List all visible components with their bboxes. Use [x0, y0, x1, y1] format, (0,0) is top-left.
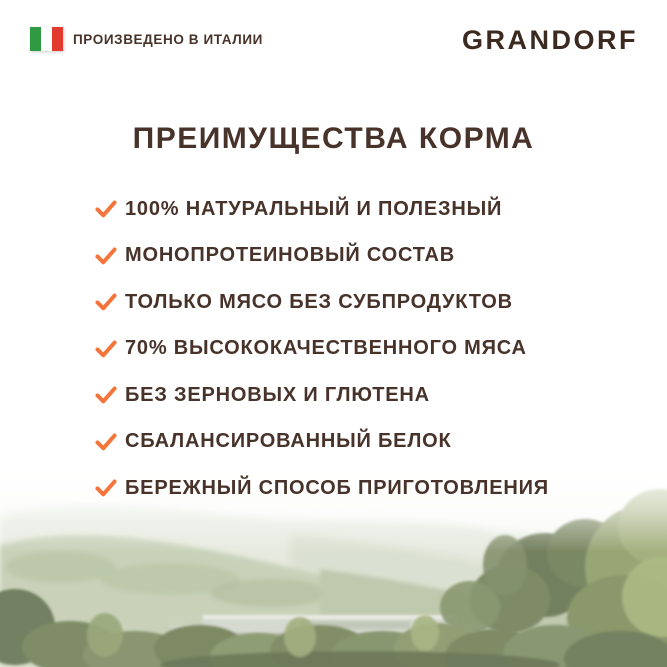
benefit-label: ТОЛЬКО МЯСО БЕЗ СУБПРОДУКТОВ	[125, 290, 513, 313]
benefit-item	[95, 279, 549, 326]
made-in-italy-badge	[30, 27, 263, 51]
benefit-item	[95, 465, 549, 512]
check-icon	[95, 293, 117, 311]
check-icon	[95, 479, 117, 497]
check-icon	[95, 386, 117, 404]
benefit-item	[95, 186, 549, 233]
benefit-label: МОНОПРОТЕИНОВЫЙ СОСТАВ	[125, 244, 456, 267]
origin-label: ПРОИЗВЕДЕНО В ИТАЛИИ	[73, 31, 263, 47]
benefit-label: СБАЛАНСИРОВАННЫЙ БЕЛОК	[125, 430, 452, 453]
check-icon	[95, 200, 117, 218]
benefit-label: БЕРЕЖНЫЙ СПОСОБ ПРИГОТОВЛЕНИЯ	[125, 476, 549, 499]
italy-flag-icon	[30, 27, 63, 51]
benefit-item	[95, 326, 549, 373]
page-title: ПРЕИМУЩЕСТВА КОРМА	[132, 122, 535, 155]
check-icon	[95, 433, 117, 451]
benefit-label: БЕЗ ЗЕРНОВЫХ И ГЛЮТЕНА	[125, 383, 430, 406]
benefit-item	[95, 372, 549, 419]
benefit-label: 70% ВЫСОКОКАЧЕСТВЕННОГО МЯСА	[125, 337, 527, 360]
benefit-label: 100% НАТУРАЛЬНЫЙ И ПОЛЕЗНЫЙ	[125, 197, 503, 220]
benefit-item	[95, 419, 549, 466]
brand-logo: GRANDORF	[462, 25, 638, 55]
check-icon	[95, 340, 117, 358]
check-icon	[95, 247, 117, 265]
benefits-list	[95, 186, 549, 512]
benefit-item	[95, 233, 549, 280]
